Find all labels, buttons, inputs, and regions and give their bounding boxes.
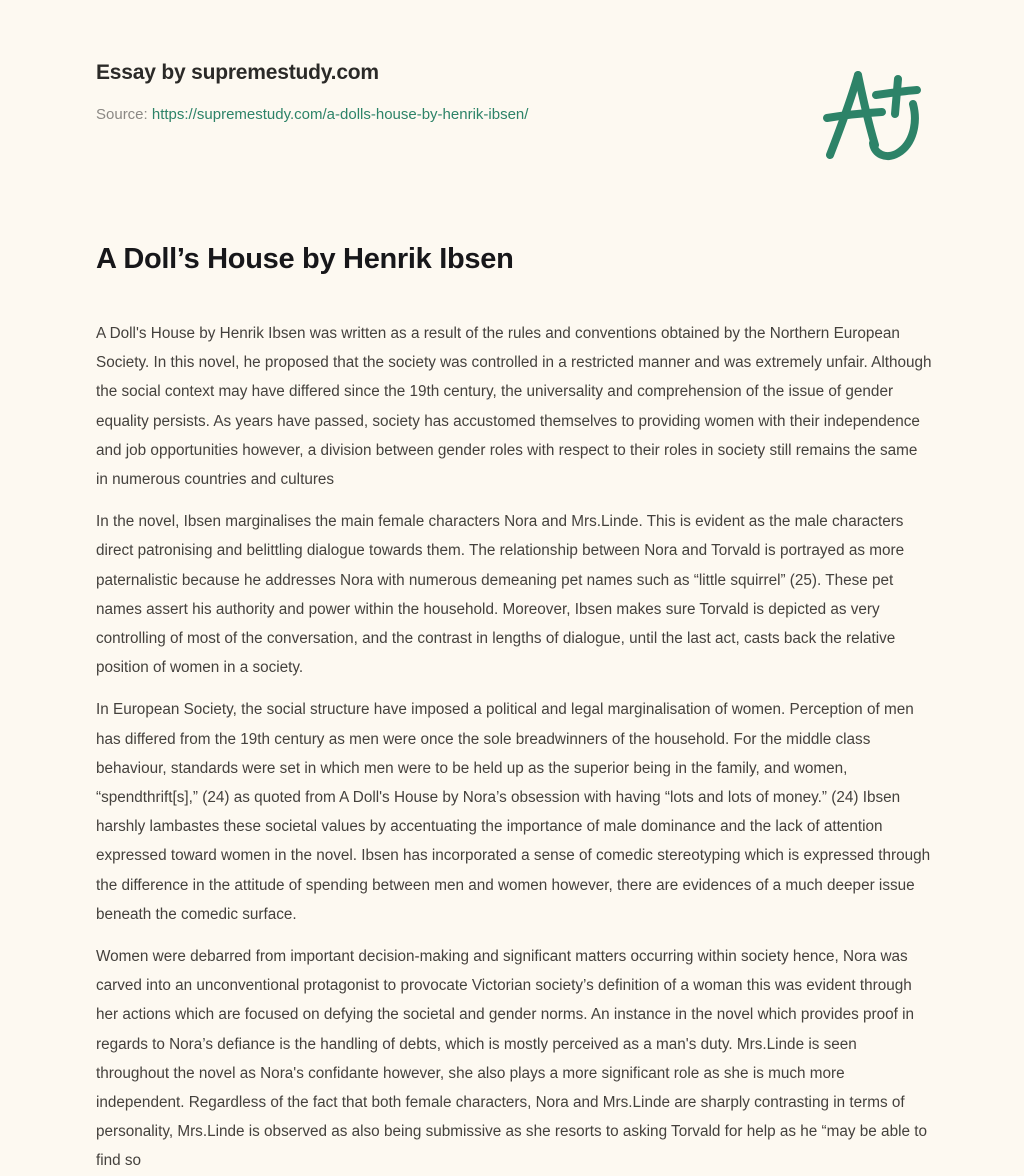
- paragraph: In the novel, Ibsen marginalises the main female characters Nora and Mrs.Linde. This is evident as the male characters direct patronising and belittling dialogue towards them. The relationship between Nora and Torvald is portrayed as more paternalistic because he addresses Nora with numerous demeaning pet names such as “little squirrel” (25). These pet names assert his authority and power within the household. Moreover, Ibsen makes sure Torvald is depicted as very controlling of most of the conversation, and the contrast in lengths of dialogue, until the last act, casts back the relative position of women in a society.: [96, 513, 905, 677]
- paragraph: Women were debarred from important decision-making and significant matters occurring within society hence, Nora was carved into an unconventional protagonist to provocate Victorian society’s definition of a woman this was evident through her actions which are focused on defying the societal and gender norms. An instance in the novel which provides proof in regards to Nora’s defiance is the handling of debts, which is mostly perceived as a man's duty. Mrs.Linde is seen throughout the novel as Nora's confidante however, she also plays a more significant role as she is much more independent. Regardless of the fact that both female characters, Nora and Mrs.Linde are sharply contrasting in terms of personality, Mrs.Linde is observed as also being submissive as she resorts to asking Torvald for help as he “may be able to find so: [96, 948, 927, 1170]
- a-plus-logo-icon: [812, 62, 932, 172]
- header-text-block: [96, 59, 796, 126]
- a-plus-logo-svg: [812, 62, 932, 172]
- paragraph: A Doll's House by Henrik Ibsen was written as a result of the rules and conventions obtained by the Northern European Society. In this novel, he proposed that the society was controlled in a restricted manner and was extremely unfair. Although the social context may have differed since the 19th century, the universality and comprehension of the issue of gender equality persists. As years have passed, society has accustomed themselves to providing women with their independence and job opportunities however, a division between gender roles with respect to their roles in society still remains the same in numerous countries and cultures: [96, 325, 932, 489]
- source-label: Source:: [96, 106, 148, 123]
- page-header: [0, 0, 1024, 200]
- brand-title: Essay by supremestudy.com: [96, 61, 379, 84]
- source-line: [96, 104, 796, 126]
- paragraph: In European Society, the social structure have imposed a political and legal marginalisation of women. Perception of men has differed from the 19th century as men were once the sole breadwinners of the household. For the middle class behaviour, standards were set in which men were to be held up as the superior being in the family, and women, “spendthrift[s],” (24) as quoted from A Doll's House by Nora’s obsession with having “lots and lots of money.” (24) Ibsen harshly lambastes these societal values by accentuating the importance of male dominance and the lack of attention expressed toward women in the novel. Ibsen has incorporated a sense of comedic stereotyping which is expressed through the difference in the attitude of spending between men and women however, there are evidences of a much deeper issue beneath the comedic surface.: [96, 701, 931, 923]
- page-title: A Doll’s House by Henrik Ibsen: [96, 243, 514, 275]
- essay-body: [96, 319, 932, 1176]
- source-url-link[interactable]: https://supremestudy.com/a-dolls-house-by-henrik-ibsen/: [151, 106, 529, 123]
- article-content: [96, 240, 932, 1176]
